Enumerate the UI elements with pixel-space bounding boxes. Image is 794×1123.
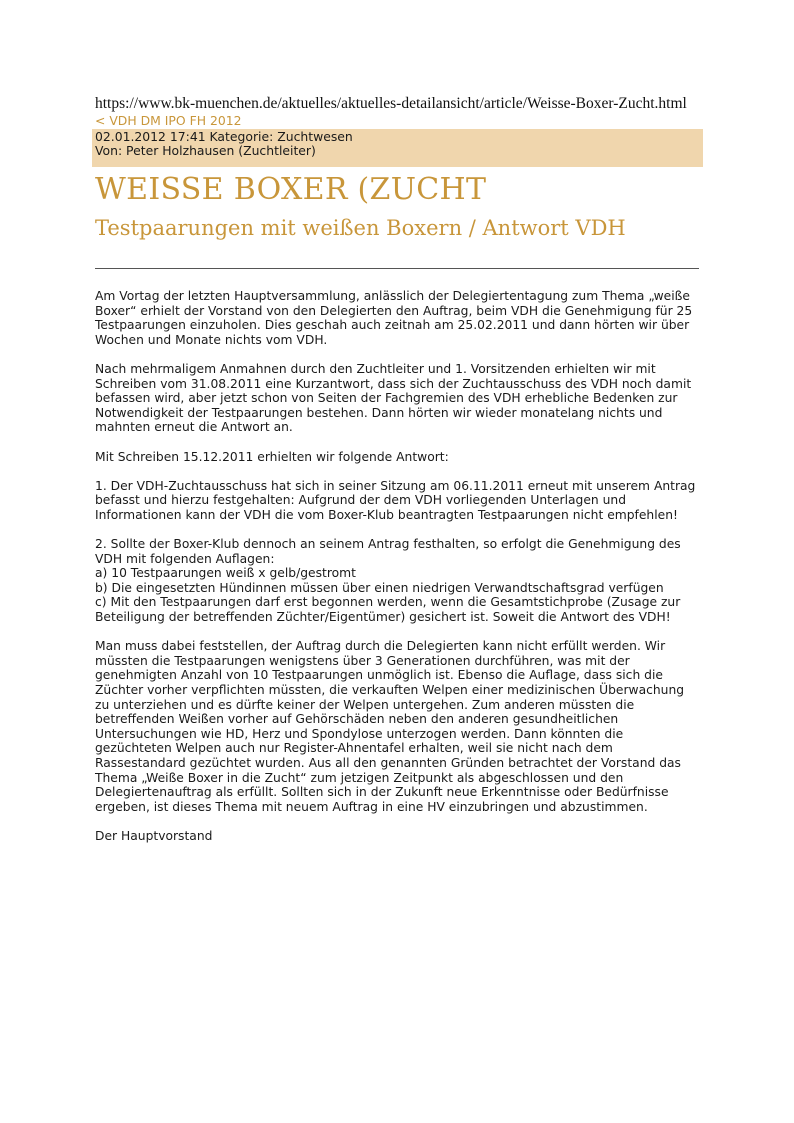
paragraph-5-intro: 2. Sollte der Boxer-Klub dennoch an seinem Antrag festhalten, so erfolgt die Genehmigung des VDH mit folgenden Auflagen:: [95, 537, 681, 566]
divider: [95, 268, 699, 269]
article-subtitle: Testpaarungen mit weißen Boxern / Antwort VDH: [95, 216, 626, 240]
article-title: WEISSE BOXER (ZUCHT: [95, 172, 487, 207]
meta-date-category: 02.01.2012 17:41 Kategorie: Zuchtwesen: [95, 129, 353, 144]
paragraph-3: Mit Schreiben 15.12.2011 erhielten wir folgende Antwort:: [95, 449, 449, 464]
article-meta: [92, 129, 703, 167]
back-link[interactable]: < VDH DM IPO FH 2012: [95, 113, 242, 128]
meta-author: Von: Peter Holzhausen (Zuchtleiter): [95, 143, 316, 158]
paragraph-2: Nach mehrmaligem Anmahnen durch den Zuchtleiter und 1. Vorsitzenden erhielten wir mit Schreiben vom 31.08.2011 eine Kurzantwort, dass sich der Zuchtausschuss des VDH noch damit befassen wird, aber jetzt schon von Seiten der Fachgremien des VDH erhebliche Bedenken zur Notwendigkeit der Testpaarungen bestehen. Dann hörten wir wieder monatelang nichts und mahnten erneut die Antwort an.: [95, 361, 692, 435]
article-body: [95, 289, 700, 844]
page-url: https://www.bk-muenchen.de/aktuelles/aktuelles-detailansicht/article/Weisse-Boxer-Zucht.html: [95, 95, 687, 112]
paragraph-4: 1. Der VDH-Zuchtausschuss hat sich in seiner Sitzung am 06.11.2011 erneut mit unserem Antrag befasst und hierzu festgehalten: Aufgrund der dem VDH vorliegenden Unterlagen und Informationen kann der VDH die vom Boxer-Klub beantragten Testpaarungen nicht empfehlen!: [95, 478, 696, 522]
paragraph-1: Am Vortag der letzten Hauptversammlung, anlässlich der Delegiertentagung zum Thema „weiße Boxer“ erhielt der Vorstand von den Delegierten den Auftrag, beim VDH die Genehmigung für 25 Testpaarungen einzuholen. Dies geschah auch zeitnah am 25.02.2011 und dann hörten wir über Wochen und Monate nichts vom VDH.: [95, 289, 693, 347]
condition-a: a) 10 Testpaarungen weiß x gelb/gestromt: [95, 566, 356, 581]
condition-b: b) Die eingesetzten Hündinnen müssen über einen niedrigen Verwandtschaftsgrad verfügen: [95, 580, 664, 595]
signature: Der Hauptvorstand: [95, 828, 213, 843]
article-page: [95, 95, 700, 844]
condition-c: c) Mit den Testpaarungen darf erst begonnen werden, wenn die Gesamtstichprobe (Zusage zur Beteiligung der betreffenden Züchter/Eigentümer) gesichert ist. Soweit die Antwort des VDH!: [95, 595, 681, 625]
paragraph-6: Man muss dabei feststellen, der Auftrag durch die Delegierten kann nicht erfüllt werden. Wir müssten die Testpaarungen wenigstens über 3 Generationen durchführen, was mit der genehmigten Anzahl von 10 Testpaarungen unmöglich ist. Ebenso die Auflage, dass sich die Züchter vorher verpflichten müssten, die verkauften Welpen einer medizinischen Überwachung zu unterziehen und es dürfte keiner der Welpen untergehen. Zum anderen müssten die betreffenden Weißen vorher auf Gehörschäden neben den anderen gesundheitlichen Untersuchungen wie HD, Herz und Spondylose unterzogen werden. Dann könnten die gezüchteten Welpen auch nur Register-Ahnentafel erhalten, weil sie nicht nach dem Rassestandard gezüchtet wurden. Aus all den genannten Gründen betrachtet der Vorstand das Thema „Weiße Boxer in die Zucht“ zum jetzigen Zeitpunkt als abgeschlossen und den Delegiertenauftrag als erfüllt. Sollten sich in der Zukunft neue Erkenntnisse oder Bedürfnisse ergeben, ist dieses Thema mit neuem Auftrag in eine HV einzubringen und abzustimmen.: [95, 639, 685, 814]
